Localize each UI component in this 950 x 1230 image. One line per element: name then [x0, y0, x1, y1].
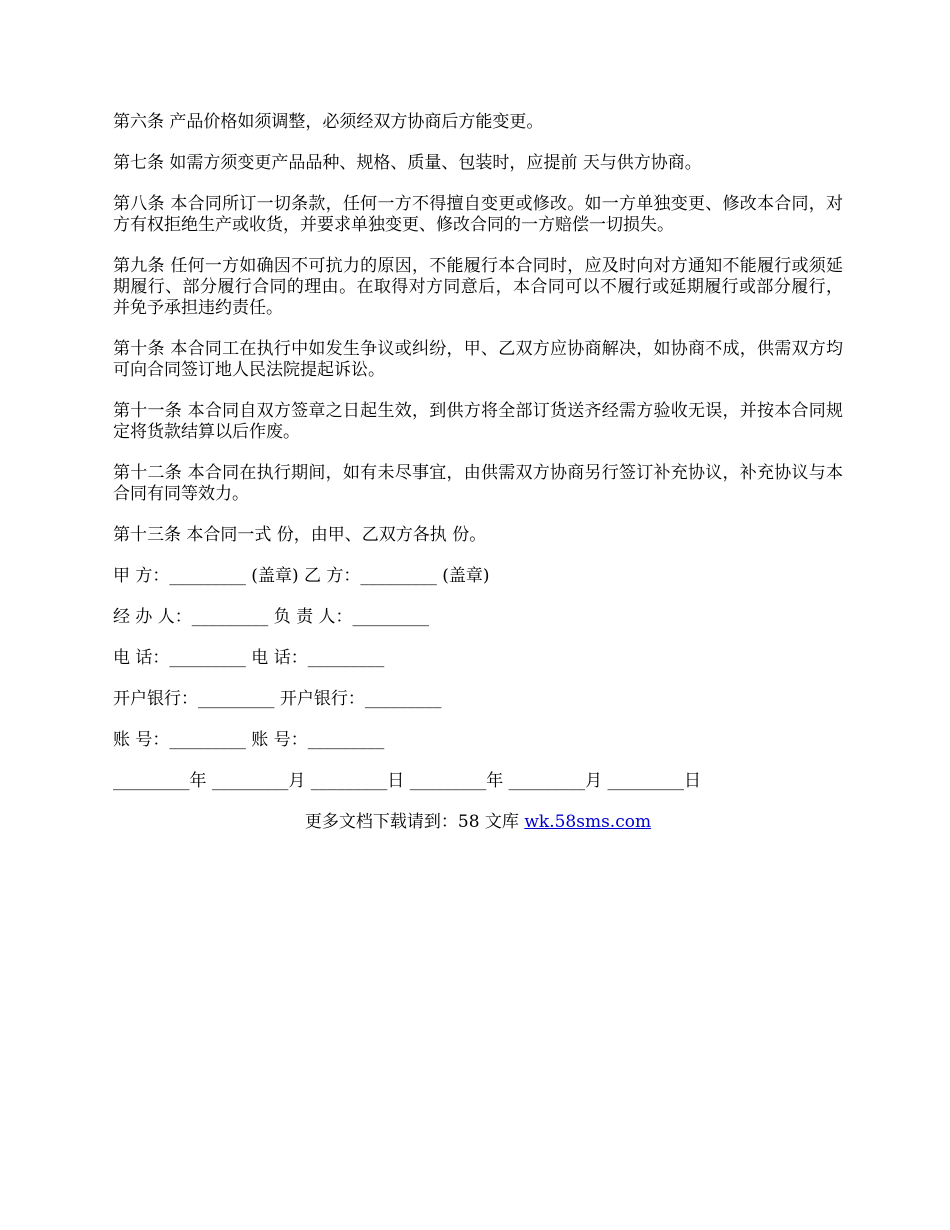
article-13: 第十三条 本合同一式 份，由甲、乙双方各执 份。 [113, 525, 487, 545]
footer-note [113, 812, 843, 833]
document-page [113, 112, 843, 833]
article-6: 第六条 产品价格如须调整，必须经双方协商后方能变更。 [113, 112, 544, 132]
account-line: 账 号：_________ 账 号：_________ [113, 730, 385, 750]
bank-line: 开户银行：_________ 开户银行：_________ [113, 689, 442, 709]
article-7: 第七条 如需方须变更产品品种、规格、质量、包装时，应提前 天与供方协商。 [113, 153, 702, 173]
handler-line: 经 办 人：_________ 负 责 人：_________ [113, 607, 430, 627]
article-9: 第九条 任何一方如确因不可抗力的原因，不能履行本合同时，应及时向对方通知不能履行或须延期履行、部分履行合同的理由。在取得对方同意后，本合同可以不履行或延期履行或部分履行，并免予承担违约责任。 [113, 256, 843, 318]
phone-line: 电 话：_________ 电 话：_________ [113, 648, 385, 668]
article-8: 第八条 本合同所订一切条款，任何一方不得擅自变更或修改。如一方单独变更、修改本合同，对方有权拒绝生产或收货，并要求单独变更、修改合同的一方赔偿一切损失。 [113, 194, 843, 235]
article-10: 第十条 本合同工在执行中如发生争议或纠纷，甲、乙双方应协商解决，如协商不成，供需双方均可向合同签订地人民法院提起诉讼。 [113, 339, 843, 380]
article-11: 第十一条 本合同自双方签章之日起生效，到供方将全部订货送齐经需方验收无误，并按本合同规定将货款结算以后作废。 [113, 401, 843, 442]
date-line: _________年 _________月 _________日 _________年 _________月 _________日 [113, 771, 702, 791]
party-signature-line: 甲 方：_________ (盖章) 乙 方：_________ (盖章) [113, 566, 490, 586]
footer-text: 更多文档下载请到：58 文库 [304, 812, 525, 832]
footer-link[interactable]: wk.58sms.com [524, 812, 652, 832]
article-12: 第十二条 本合同在执行期间，如有未尽事宜，由供需双方协商另行签订补充协议，补充协议与本合同有同等效力。 [113, 463, 843, 504]
